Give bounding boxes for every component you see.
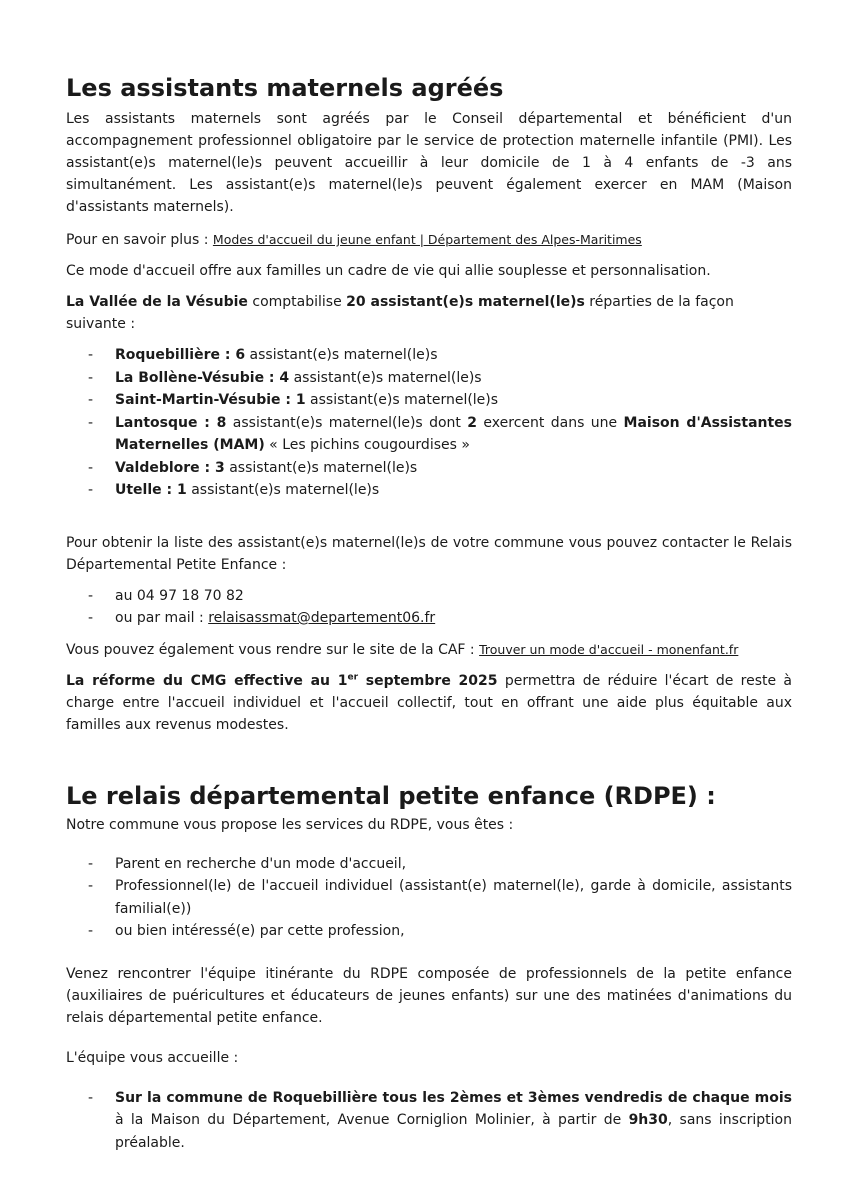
count-suffix: réparties de la façon suivante : bbox=[66, 294, 734, 332]
dash-bullet: - bbox=[88, 414, 94, 431]
commune-count-text: assistant(e)s maternel(le)s bbox=[305, 392, 499, 408]
reform-date: septembre 2025 bbox=[358, 672, 498, 689]
count-text: comptabilise bbox=[247, 294, 347, 310]
schedule-note: , sans inscription préalable. bbox=[115, 1112, 792, 1151]
total-count: 20 assistant(e)s maternel(le)s bbox=[346, 294, 585, 310]
team-paragraph: Venez rencontrer l'équipe itinérante du RDPE composée de professionnels de la petite enfance (auxiliaires de puéricultures et éducateurs de jeunes enfants) sur une des matinées d'animations du relais départemental petite enfance. bbox=[66, 965, 792, 1026]
valley-name: La Vallée de la Vésubie bbox=[66, 294, 248, 310]
commune-name: Valdeblore : 3 bbox=[115, 459, 225, 476]
list-item bbox=[66, 479, 792, 502]
schedule-list bbox=[66, 1087, 792, 1155]
commune-name: Roquebillière : 6 bbox=[115, 347, 246, 363]
caf-line bbox=[66, 639, 792, 661]
dash-bullet: - bbox=[88, 482, 94, 498]
schedule-location: à la Maison du Département, Avenue Corniglion Molinier, à partir de bbox=[115, 1112, 629, 1128]
commune-name: Utelle : 1 bbox=[115, 482, 187, 498]
commune-name: Lantosque : 8 bbox=[115, 414, 227, 431]
list-item bbox=[66, 875, 792, 920]
dash-bullet: - bbox=[88, 347, 94, 363]
contact-list bbox=[66, 585, 792, 630]
audience-item: ou bien intéressé(e) par cette profession, bbox=[115, 923, 405, 939]
reform-text: permettra de réduire l'écart de reste à charge entre l'accueil individuel et l'accueil collectif, tout en offrant une aide plus équitable aux familles aux revenus modestes. bbox=[66, 672, 792, 733]
contact-paragraph: Pour obtenir la liste des assistant(e)s maternel(le)s de votre commune vous pouvez contacter le Relais Départemental Petite Enfance : bbox=[66, 534, 792, 573]
commune-count-text: exercent dans une bbox=[477, 414, 624, 431]
dash-bullet: - bbox=[88, 878, 94, 894]
commune-name: Saint-Martin-Vésubie : 1 bbox=[115, 392, 306, 408]
mam-count: 2 bbox=[467, 414, 478, 431]
modes-accueil-link[interactable]: Modes d'accueil du jeune enfant | Département des Alpes-Maritimes bbox=[212, 232, 642, 247]
more-info-label: Pour en savoir plus : bbox=[66, 232, 213, 248]
commune-count-text: assistant(e)s maternel(le)s bbox=[289, 369, 482, 386]
list-item bbox=[66, 1087, 792, 1155]
commune-count-text: assistant(e)s maternel(le)s bbox=[245, 347, 438, 363]
dash-bullet: - bbox=[88, 610, 94, 626]
list-item bbox=[66, 457, 792, 480]
dash-bullet: - bbox=[88, 369, 94, 386]
audience-item: Parent en recherche d'un mode d'accueil, bbox=[115, 855, 407, 872]
commune-count-text: assistant(e)s maternel(le)s bbox=[224, 459, 418, 476]
reform-paragraph bbox=[66, 670, 792, 736]
caf-label: Vous pouvez également vous rendre sur le site de la CAF : bbox=[66, 641, 480, 658]
commune-count-text: assistant(e)s maternel(le)s bbox=[186, 482, 380, 498]
rdpe-audience-list bbox=[66, 853, 792, 943]
list-item bbox=[66, 367, 792, 390]
list-item bbox=[66, 920, 792, 943]
document-page bbox=[66, 74, 792, 1154]
list-item bbox=[66, 344, 792, 367]
mam-name: « Les pichins cougourdises » bbox=[264, 437, 470, 453]
dash-bullet: - bbox=[88, 855, 94, 872]
commune-count-text: assistant(e)s maternel(le)s dont bbox=[226, 414, 468, 431]
mam-label: Maison d'Assistantes Maternelles (MAM) bbox=[115, 414, 792, 453]
list-item bbox=[66, 412, 792, 457]
rdpe-intro: Notre commune vous propose les services du RDPE, vous êtes : bbox=[66, 816, 514, 833]
list-item bbox=[66, 607, 792, 630]
mode-description: Ce mode d'accueil offre aux familles un cadre de vie qui allie souplesse et personnalisation. bbox=[66, 263, 711, 279]
more-info-line bbox=[66, 229, 792, 251]
email-link[interactable]: relaisassmat@departement06.fr bbox=[208, 610, 436, 626]
count-paragraph bbox=[66, 291, 792, 335]
list-item bbox=[66, 853, 792, 876]
communes-list bbox=[66, 344, 792, 502]
list-item bbox=[66, 389, 792, 412]
intro-paragraph: Les assistants maternels sont agréés par le Conseil départemental et bénéficient d'un accompagnement professionnel obligatoire par le service de protection maternelle infantile (PMI). Les assistant(e)s maternel(le)s peuvent accueillir à leur domicile de 1 à 4 enfants de -3 ans simultanément. Les assistant(e)s maternel(le)s peuvent également exercer en MAM (Maison d'assistants maternels). bbox=[66, 111, 792, 215]
phone-number: au 04 97 18 70 82 bbox=[115, 587, 244, 604]
commune-name: La Bollène-Vésubie : 4 bbox=[115, 369, 290, 386]
dash-bullet: - bbox=[88, 459, 94, 476]
schedule-days: Sur la commune de Roquebillière tous les 2èmes et 3èmes vendredis de chaque mois bbox=[115, 1089, 792, 1106]
reform-sup: er bbox=[347, 671, 359, 682]
section-title-assistants: Les assistants maternels agréés bbox=[66, 74, 504, 102]
dash-bullet: - bbox=[88, 392, 94, 408]
list-item bbox=[66, 585, 792, 608]
welcome-line: L'équipe vous accueille : bbox=[66, 1049, 239, 1066]
dash-bullet: - bbox=[88, 587, 94, 604]
caf-link[interactable]: Trouver un mode d'accueil - monenfant.fr bbox=[479, 641, 739, 657]
dash-bullet: - bbox=[88, 1089, 94, 1106]
schedule-time: 9h30 bbox=[628, 1112, 668, 1128]
audience-item: Professionnel(le) de l'accueil individuel (assistant(e) maternel(le), garde à domicile, assistants familial(e)) bbox=[115, 878, 792, 917]
reform-title: La réforme du CMG effective au 1 bbox=[66, 672, 348, 689]
mail-label: ou par mail : bbox=[115, 610, 209, 626]
section-title-rdpe: Le relais départemental petite enfance (RDPE) : bbox=[66, 781, 716, 810]
dash-bullet: - bbox=[88, 923, 94, 939]
